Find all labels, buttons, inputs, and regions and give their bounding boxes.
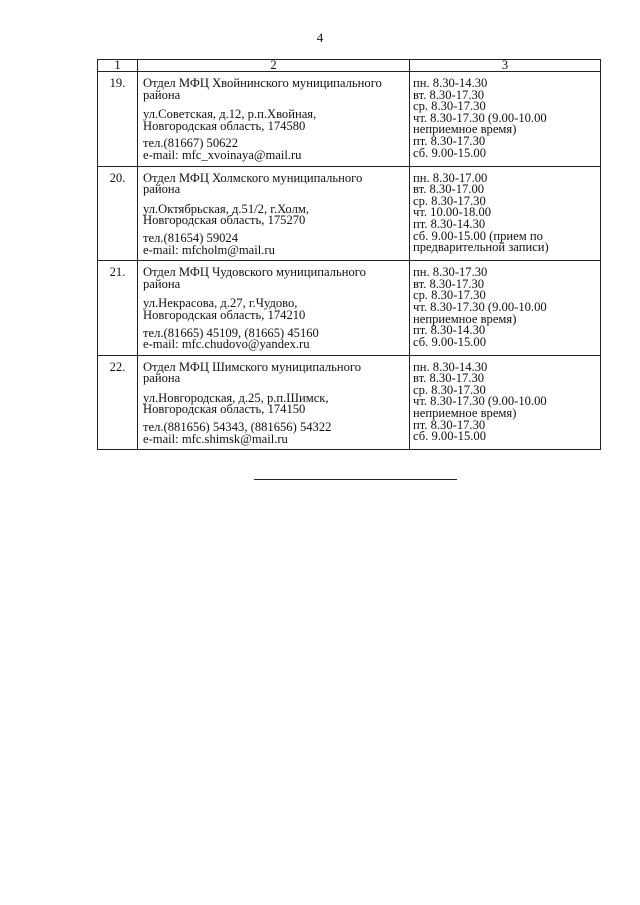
- table-row: [98, 72, 601, 167]
- hours-line: пн. 8.30-17.30: [413, 265, 488, 280]
- hours-line: ср. 8.30-17.30: [413, 288, 486, 303]
- hours-line: ср. 8.30-17.30: [413, 382, 486, 397]
- hours-line: чт. 8.30-17.30 (9.00-10.00: [413, 299, 547, 314]
- office-address-line: Новгородская область, 174210: [143, 307, 306, 322]
- hours-line: вт. 8.30-17.00: [413, 182, 485, 197]
- hours-line: предварительной записи): [413, 240, 549, 255]
- hours-line: чт. 8.30-17.30 (9.00-10.00: [413, 110, 547, 125]
- office-address-line: ул.Октябрьская, д.51/2, г.Холм,: [143, 201, 309, 216]
- hours-line: пт. 8.30-14.30: [413, 216, 486, 231]
- office-info: [138, 72, 410, 167]
- office-name-line: Отдел МФЦ Холмского муниципального: [143, 170, 363, 185]
- hours-line: пн. 8.30-17.00: [413, 170, 488, 185]
- table-row: [98, 355, 601, 450]
- office-name-line: района: [143, 182, 181, 197]
- hours-line: сб. 9.00-15.00: [413, 334, 487, 349]
- column-header-number: 1: [98, 60, 138, 72]
- office-phone: тел.(81667) 50622: [143, 136, 239, 151]
- hours-line: чт. 10.00-18.00: [413, 205, 492, 220]
- office-info: [138, 261, 410, 356]
- office-address-line: ул.Некрасова, д.27, г.Чудово,: [143, 296, 298, 311]
- column-header-hours: 3: [410, 60, 601, 72]
- office-name-line: района: [143, 87, 181, 102]
- office-email[interactable]: e-mail: mfc.chudovo@yandex.ru: [143, 337, 310, 352]
- office-address-line: Новгородская область, 174150: [143, 402, 306, 417]
- hours-line: пт. 8.30-17.30: [413, 417, 486, 432]
- office-hours: [410, 72, 601, 167]
- hours-line: сб. 9.00-15.00: [413, 429, 487, 444]
- page-number: 4: [316, 30, 324, 45]
- office-name-line: района: [143, 371, 181, 386]
- office-hours: [410, 166, 601, 261]
- row-number: 22.: [98, 355, 138, 450]
- office-hours: [410, 355, 601, 450]
- office-email[interactable]: e-mail: mfc_xvoinaya@mail.ru: [143, 147, 302, 162]
- row-number: 19.: [98, 72, 138, 167]
- office-name-line: Отдел МФЦ Чудовского муниципального: [143, 265, 366, 280]
- hours-line: пт. 8.30-14.30: [413, 323, 486, 338]
- table-row: [98, 261, 601, 356]
- office-name-line: района: [143, 276, 181, 291]
- hours-line: вт. 8.30-17.30: [413, 371, 485, 386]
- office-name-line: Отдел МФЦ Хвойнинского муниципального: [143, 76, 382, 90]
- office-address-line: Новгородская область, 175270: [143, 213, 306, 228]
- table-row: [98, 166, 601, 261]
- closing-divider-line: [254, 479, 457, 480]
- office-address-line: ул.Советская, д.12, р.п.Хвойная,: [143, 107, 317, 122]
- office-info: [138, 355, 410, 450]
- office-phone: тел.(881656) 54343, (881656) 54322: [143, 420, 332, 435]
- mfc-offices-table: [97, 59, 601, 450]
- hours-line: сб. 9.00-15.00: [413, 145, 487, 160]
- hours-line: ср. 8.30-17.30: [413, 99, 486, 114]
- hours-line: неприемное время): [413, 406, 517, 421]
- column-header-office: 2: [138, 60, 410, 72]
- office-email[interactable]: e-mail: mfc.shimsk@mail.ru: [143, 431, 288, 446]
- office-address-line: ул.Новгородская, д.25, р.п.Шимск,: [143, 390, 329, 405]
- office-name-line: Отдел МФЦ Шимского муниципального: [143, 359, 362, 374]
- hours-line: вт. 8.30-17.30: [413, 87, 485, 102]
- hours-line: ср. 8.30-17.30: [413, 193, 486, 208]
- hours-line: чт. 8.30-17.30 (9.00-10.00: [413, 394, 547, 409]
- hours-line: вт. 8.30-17.30: [413, 276, 485, 291]
- office-info: [138, 166, 410, 261]
- office-address-line: Новгородская область, 174580: [143, 118, 306, 133]
- hours-line: пн. 8.30-14.30: [413, 76, 488, 90]
- row-number: 20.: [98, 166, 138, 261]
- hours-line: пт. 8.30-17.30: [413, 133, 486, 148]
- office-phone: тел.(81654) 59024: [143, 230, 239, 245]
- hours-line: пн. 8.30-14.30: [413, 359, 488, 374]
- hours-line: сб. 9.00-15.00 (прием по: [413, 228, 543, 243]
- office-email[interactable]: e-mail: mfcholm@mail.ru: [143, 242, 275, 257]
- office-phone: тел.(81665) 45109, (81665) 45160: [143, 325, 319, 340]
- office-hours: [410, 261, 601, 356]
- hours-line: неприемное время): [413, 311, 517, 326]
- hours-line: неприемное время): [413, 122, 517, 137]
- row-number: 21.: [98, 261, 138, 356]
- table-header-row: [98, 60, 601, 72]
